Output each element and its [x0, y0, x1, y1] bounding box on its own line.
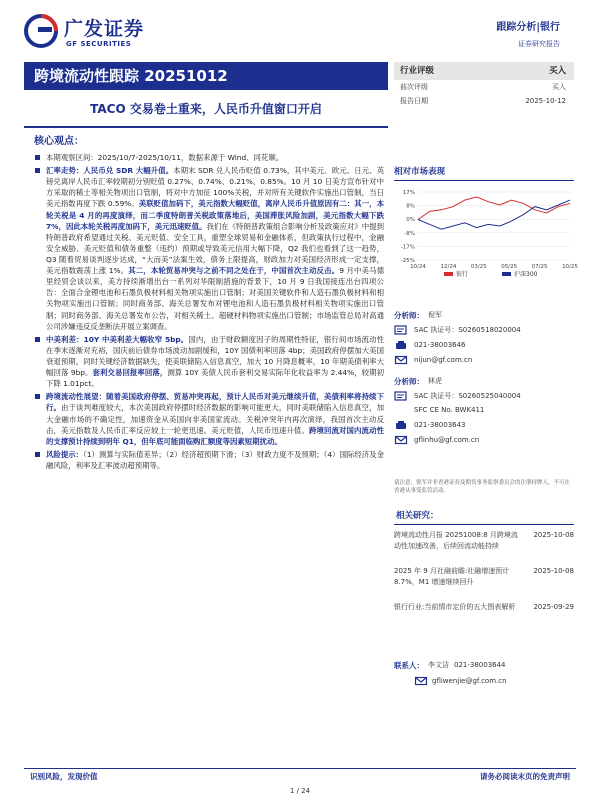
bullet-highlight: 其二，本轮贸易冲突与之前不同之处在于，中国首次主动反击。 [128, 266, 340, 276]
chart-y-tick-label: 8% [406, 203, 415, 210]
key-points-title: 核心观点： [34, 136, 84, 147]
related-item-date: 2025-10-08 [533, 531, 574, 539]
performance-divider [394, 180, 574, 181]
bullet-lead: 风险提示： [46, 449, 84, 459]
bullet-lead: 汇率走势：人民币兑 SDR 大幅升值。 [46, 166, 174, 176]
related-item-date: 2025-09-29 [533, 603, 574, 611]
performance-title: 相对市场表现 [394, 167, 446, 177]
rating-box [394, 62, 574, 124]
bullet-fx [34, 165, 384, 332]
related-item-date: 2025-10-08 [533, 567, 574, 575]
email-icon [414, 676, 428, 686]
bullet-text: （1）测算与实际值差异；（2）经济超预期下滑；（3）财政力度不及预期；（4）国际经济及金融风险，利率及汇率波动超预期等。 [46, 449, 384, 470]
analyst-block-2 [394, 376, 574, 472]
footer-divider [24, 768, 576, 769]
report-title: 跨境流动性跟踪 20251012 [24, 62, 388, 90]
bullet-outlook [34, 391, 384, 447]
chart-y-tick-label: -17% [400, 244, 415, 251]
analyst-name: 林虎 [428, 377, 442, 385]
prev-rating-row [394, 80, 574, 94]
chart-series-line-index [418, 200, 570, 229]
bullet-highlight: 套利交易回报率回落， [92, 368, 168, 378]
report-subtype: 证券研究报告 [518, 40, 560, 48]
related-item[interactable] [394, 530, 574, 552]
chart-y-tick-label: 0% [406, 217, 415, 224]
bullet-text: 9 月中美马德里经贸会谈以来，美方持续渐增出台一系列对华限制措施的背景下，10 月 9 日我国接连出台四项公告：全面合金锂电池和石墨负极材料相关物项实施出口管制；对美国关键软件和人造石墨负极材料和相关物项实施出口管制；同时商务部、海关总署发布对锂电池和人造石墨负极材料相关物项实施出口管制；同时商务部、海关总署发布公告，对相关稀土、超硬材料物项实施出口管制；市场监管总局对高通公司涉嫌违反反垄断法开展立案调查。 [46, 266, 384, 331]
contact-email[interactable]: gfliwenjie@gf.com.cn [432, 677, 507, 685]
phone-icon [394, 420, 408, 430]
bullet-text: 由于谈判难度较大，本次美国政府停摆时经济数据的影响可能更大，同时美联储陷入信息真空，加大金融市场的不确定性，加速资金从美国向非美国家流动。关税冲突年内再次演绎，我国首次主动反击，美元指数及人民币汇率反应较上一轮更迅速。美元贬值，人民币迅速升值。 [46, 403, 384, 435]
chart-x-tick-label: 10/24 [410, 264, 426, 270]
related-item[interactable] [394, 602, 574, 613]
analyst-label: 分析师： [394, 311, 424, 320]
bullet-risk [34, 449, 384, 471]
report-date-row [394, 94, 574, 108]
bullet-lead: 中美利差：10Y 中美利差大幅收窄 5bp。 [46, 334, 189, 344]
chart-x-tick-label: 03/25 [470, 264, 487, 270]
report-date-label: 报告日期 [400, 97, 428, 105]
footer-slogan: 识别风险，发现价值 [30, 772, 98, 781]
contact-name: 李文洁 [428, 661, 449, 669]
analyst-email[interactable]: nijun@gf.com.cn [414, 356, 473, 364]
contact-block [394, 660, 574, 696]
rating-row [394, 62, 574, 80]
analyst-email[interactable]: gflinhu@gf.com.cn [414, 436, 480, 444]
performance-chart [394, 186, 578, 284]
chart-x-tick-label: 10/25 [562, 264, 578, 270]
bullet-square-icon [35, 452, 40, 457]
bullet-spread [34, 334, 384, 390]
chart-x-tick-label: 05/25 [501, 264, 518, 270]
logo-text-en: GF SECURITIES [66, 40, 132, 48]
rating-value: 买入 [548, 66, 566, 76]
bullet-text: 国内，由于财政额度因子的周期性特征，银行间市场流动性在季末逐渐对充裕，国庆前后债券市场波动加剧缓和，10Y 国债利率回落 4bp；美国政府停摆加大美国衰退预期，同时关键经济数据缺失，使美联储陷入信息真空，加大 10 月降息概率，10 年期美债利率大幅回落 9bp。 [46, 334, 384, 378]
bullet-text: 测算 10Y 美债人民币套利交易实际年化收益率为 2.44%，较期初下降 1.01pct。 [46, 368, 384, 389]
analyst-label: 分析师： [394, 377, 424, 386]
prev-rating-label: 前次评级 [400, 83, 428, 91]
related-item[interactable] [394, 566, 574, 588]
bullet-text: 本期末 SDR 兑人民币贬值 0.73%，其中美元、欧元、日元、英镑兑离岸人民币汇率较期初分别贬值 0.27%、0.74%、0.21%、0.85%。10 月 10 日美方宣布针对中方采取的稀土等相关物项出口管制，将对中方加征 100%关税，并对所有关键软件实施出口管制，当日美元指数再度下跌 0.59%。 [46, 166, 385, 209]
title-divider [24, 126, 388, 128]
contact-label: 联系人： [394, 661, 424, 670]
related-item-text[interactable]: 跨境流动性月报 20251008:8 月跨境流动性加速改善，后续回流动能持续 [394, 531, 518, 550]
bullet-square-icon [35, 394, 40, 399]
chart-y-tick-label: 17% [402, 190, 415, 196]
related-divider [394, 524, 574, 525]
report-type: 跟踪分析|银行 [496, 22, 560, 33]
analyst-block-1 [394, 310, 574, 366]
bullet-square-icon [35, 337, 40, 342]
page-number: 1 / 24 [289, 787, 311, 795]
email-icon [394, 435, 408, 445]
contact-phone: 021-38003644 [454, 661, 506, 669]
chart-legend-swatch-index [502, 272, 511, 276]
report-type-block [496, 20, 560, 50]
chart-y-tick-label: -25% [400, 258, 415, 264]
bullet-period [34, 152, 384, 163]
related-item-text[interactable]: 银行行业:当前情市定价的五大图表解析 [394, 603, 516, 611]
bullet-highlight: 美联贬值加码下，美元指数大幅贬值，离岸人民币升值原因有二：其一，本轮关税是 4 月的再度演绎，而二季度特朗普关税政策落地后，美国滞胀风险加剧，美元指数大幅下跌 7%，因此本轮关税再度加码下，美元迅速贬值。 [46, 199, 384, 231]
bullet-square-icon [35, 155, 40, 160]
chart-series-line-bank [418, 197, 570, 220]
gf-logo-icon [24, 14, 58, 48]
bullet-text: 本期观察区间：2025/10/7-2025/10/11，数据来源于 Wind、同花顺。 [46, 153, 284, 162]
bullet-square-icon [35, 168, 40, 173]
rating-label: 行业评级 [400, 66, 435, 76]
analyst-phone: 021-38003646 [414, 341, 466, 349]
chart-legend-label-bank: 银行 [456, 271, 469, 278]
footer-disclaimer-link[interactable]: 请务必阅读末页的免责声明 [480, 772, 570, 781]
analyst-sac: SAC 执证号：S0260518020004 [414, 326, 521, 334]
logo [24, 12, 174, 52]
analyst-phone: 021-38003643 [414, 421, 466, 429]
report-date-value: 2025-10-12 [525, 97, 566, 105]
disclaimer: 请注意，倪军并非香港证券及期货事务监察委员会的注册持牌人，不可在香港从事受监管活动。 [394, 480, 571, 494]
related-title: 相关研究： [396, 511, 439, 521]
bullet-lead: 跨境流动性展望：随着美国政府停摆、贸易冲突再起，预计人民币对美元继续升值，美债利率将持续下行。 [46, 392, 384, 413]
prev-rating-value: 买入 [552, 83, 566, 91]
chart-x-tick-label: 12/24 [440, 264, 457, 270]
key-points-body [34, 152, 384, 473]
analyst-sfc: SFC CE No. BWK411 [414, 406, 485, 414]
analyst-name: 倪军 [428, 311, 442, 319]
email-icon [394, 355, 408, 365]
chart-legend-label-index: 沪深300 [514, 271, 538, 278]
sac-badge-icon [394, 391, 408, 401]
report-subtitle: TACO 交易卷土重来，人民币升值窗口开启 [90, 102, 322, 116]
sac-badge-icon [394, 325, 408, 335]
bullet-text: 我们在《特朗普政策组合影响分析及政策应对》中提到特朗普政府希望通过关税、美元贬值、安全工具，重塑全球贸易和金融体系，但政策执行过程中，金融安全威胁、美元贬值和债务重整（违约）预期或导致美元信用大幅下降，Q2 我们也看到了这一趋势，Q3 随着贸易谈判逐步达成，“大而美”法案生效，债务上限提高，财政加力对美国经济形成一定支撑，美元指数震荡上涨 1%。 [46, 221, 384, 276]
bullet-highlight: 跨境回流对国内流动性的支撑预计持续到明年 Q1，但年底可能面临购汇额度等因素短期扰动。 [46, 425, 384, 446]
logo-text-cn: 广发证券 [64, 18, 145, 40]
phone-icon [394, 340, 408, 350]
related-item-text[interactable]: 2025 年 9 月社融前瞻:社融增速预计 8.7%，M1 增速继续回升 [394, 567, 510, 586]
chart-x-tick-label: 07/25 [531, 264, 548, 270]
analyst-sac: SAC 执证号：S0260525040004 [414, 392, 521, 400]
chart-legend-swatch-bank [444, 272, 453, 276]
chart-y-tick-label: -8% [404, 230, 415, 237]
